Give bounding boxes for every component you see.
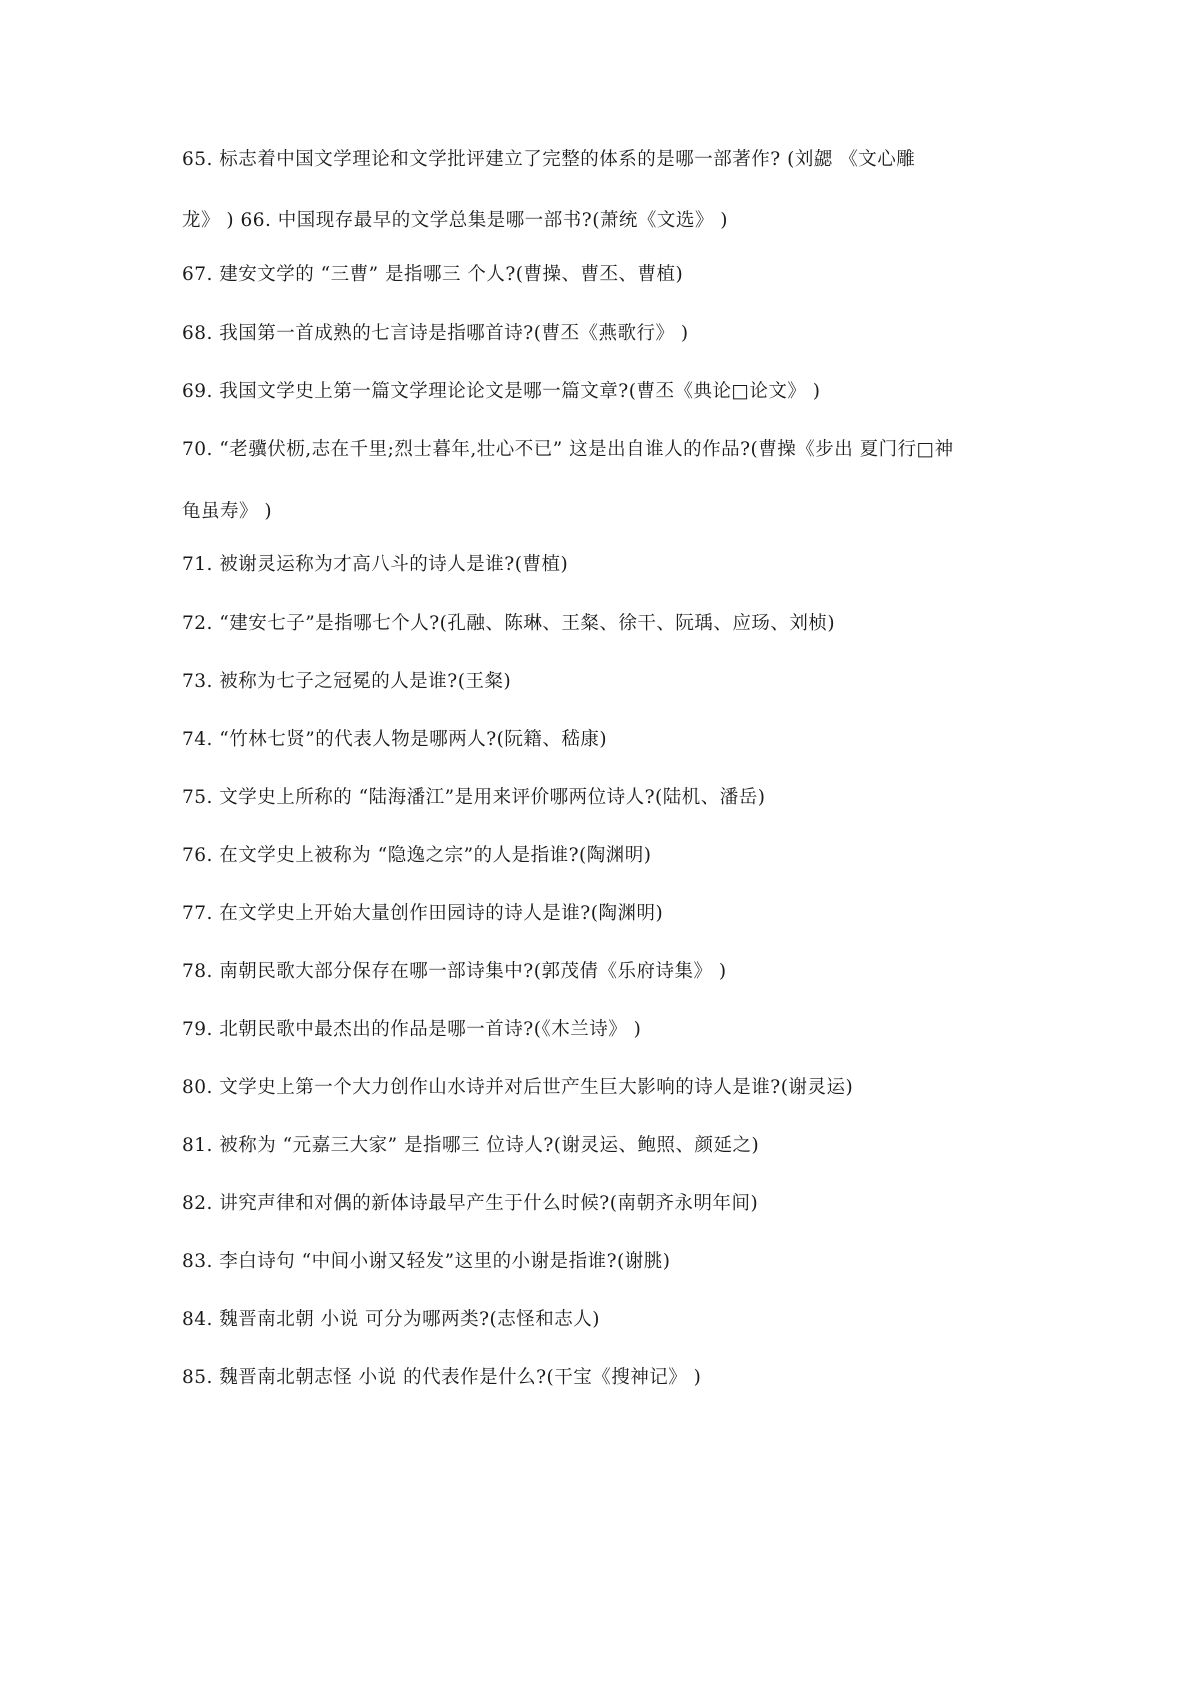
- question-65-line-1: 65. 标志着中国文学理论和文学批评建立了完整的体系的是哪一部著作? (刘勰 《文心雕: [182, 149, 916, 170]
- question-70-line-1: 70. “老骥伏枥,志在千里;烈士暮年,壮心不已” 这是出自谁人的作品?(曹操《步出 夏门行□神: [182, 439, 954, 460]
- question-68: 68. 我国第一首成熟的七言诗是指哪首诗?(曹丕《燕歌行》 ): [182, 323, 689, 344]
- question-76: 76. 在文学史上被称为 “隐逸之宗”的人是指谁?(陶渊明): [182, 845, 652, 866]
- question-74: 74. “竹林七贤”的代表人物是哪两人?(阮籍、嵇康): [182, 729, 608, 750]
- question-65-66-line: 龙》 ) 66. 中国现存最早的文学总集是哪一部书?(萧统《文选》 ): [182, 210, 729, 231]
- question-71: 71. 被谢灵运称为才高八斗的诗人是谁?(曹植): [182, 554, 569, 575]
- question-77: 77. 在文学史上开始大量创作田园诗的诗人是谁?(陶渊明): [182, 903, 664, 924]
- question-80: 80. 文学史上第一个大力创作山水诗并对后世产生巨大影响的诗人是谁?(谢灵运): [182, 1077, 854, 1098]
- question-67: 67. 建安文学的 “三曹” 是指哪三 个人?(曹操、曹丕、曹植): [182, 264, 684, 285]
- question-78: 78. 南朝民歌大部分保存在哪一部诗集中?(郭茂倩《乐府诗集》 ): [182, 961, 727, 982]
- question-69: 69. 我国文学史上第一篇文学理论论文是哪一篇文章?(曹丕《典论□论文》 ): [182, 381, 821, 402]
- question-83: 83. 李白诗句 “中间小谢又轻发”这里的小谢是指谁?(谢朓): [182, 1251, 671, 1272]
- question-75: 75. 文学史上所称的 “陆海潘江”是用来评价哪两位诗人?(陆机、潘岳): [182, 787, 766, 808]
- question-84: 84. 魏晋南北朝 小说 可分为哪两类?(志怪和志人): [182, 1309, 600, 1330]
- question-73: 73. 被称为七子之冠冕的人是谁?(王粲): [182, 671, 512, 692]
- question-82: 82. 讲究声律和对偶的新体诗最早产生于什么时候?(南朝齐永明年间): [182, 1193, 759, 1214]
- question-85: 85. 魏晋南北朝志怪 小说 的代表作是什么?(干宝《搜神记》 ): [182, 1367, 702, 1388]
- question-70-line-2: 龟虽寿》 ): [182, 501, 273, 522]
- question-81: 81. 被称为 “元嘉三大家” 是指哪三 位诗人?(谢灵运、鲍照、颜延之): [182, 1135, 760, 1156]
- question-79: 79. 北朝民歌中最杰出的作品是哪一首诗?(《木兰诗》 ): [182, 1019, 642, 1040]
- question-72: 72. “建安七子”是指哪七个人?(孔融、陈琳、王粲、徐干、阮瑀、应玚、刘桢): [182, 613, 836, 634]
